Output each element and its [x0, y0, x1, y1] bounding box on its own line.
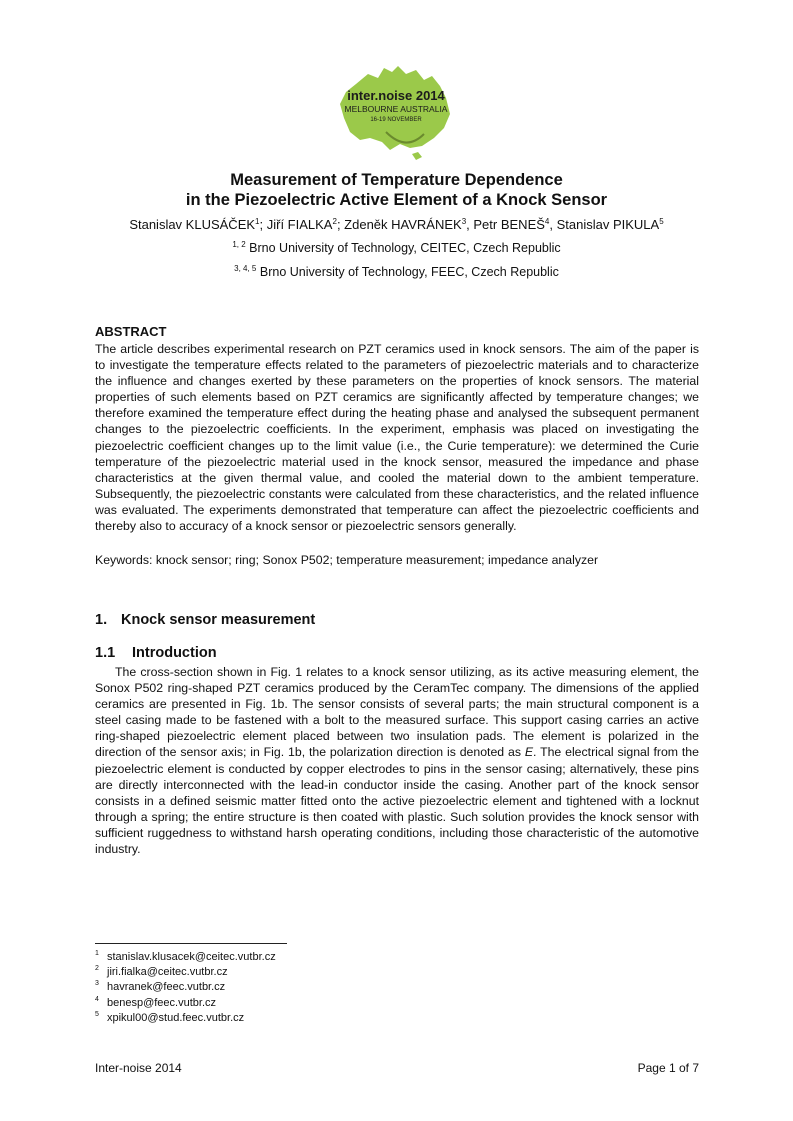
affiliation — [0, 264, 793, 280]
abstract-heading: ABSTRACT — [95, 324, 167, 339]
subsection-title: Introduction — [132, 645, 217, 661]
footnote-email-link[interactable]: benesp@feec.vutbr.cz — [107, 996, 217, 1009]
intro-text-part1: The cross-section shown in Fig. 1 relates to a knock sensor utilizing, as its active measuring element, the Sonox P502 ring-shaped PZT ceramics produced by the CeramTec company. The dimensions of the applied ceramics are presented in Fig. 1b. The sensor consists of several parts; the main structural component is a steel casing made to be fastened with a bolt to the measured surface. This support casing carries an active ring-shaped piezoelectric element placed between two insulation pads. The element is polarized in the direction of the sensor axis; in Fig. 1b, the polarization direction is denoted as — [95, 665, 699, 760]
author-mark: 3 — [461, 217, 467, 226]
australia-map-icon — [326, 62, 466, 162]
footnote-email-link[interactable]: stanislav.klusacek@ceitec.vutbr.cz — [107, 951, 276, 963]
subsection-heading — [95, 645, 217, 661]
author-mark: 1 — [255, 217, 260, 226]
author-name: Jiří FIALKA — [266, 217, 333, 232]
section-title: Knock sensor measurement — [121, 612, 316, 628]
affiliation-marks: 3, 4, 5 — [234, 264, 257, 273]
footnote: $^5$ xpikul00@stud.feec.vutbr.cz — [95, 1010, 245, 1024]
logo-location: MELBOURNE AUSTRALIA — [344, 104, 448, 114]
intro-text-part2: . The electrical signal from the piezoelectric element is conducted by copper electrodes to pins in the sensor casing; alternatively, these pins are directly interconnected with the lead-in conductor inside the casing. Another part of the knock sensor consists in a defined seismic matter fitted onto the active piezoelectric element and tightened with a locknut through a spring; the entire structure is then coated with plastic. Such solution provides the knock sensor with sufficient ruggedness to withstand harsh operating conditions, including those characteristic of the automotive industry. — [95, 745, 699, 857]
subsection-number: 1.1 — [95, 645, 116, 661]
author-mark: 4 — [544, 217, 550, 226]
footnote-email-link[interactable]: jiri.fialka@ceitec.vutbr.cz — [107, 966, 228, 979]
paper-title-line2: in the Piezoelectric Active Element of a Knock Sensor — [185, 191, 608, 209]
footnote-divider — [95, 943, 287, 944]
footnote-email-link[interactable]: xpikul00@stud.feec.vutbr.cz — [107, 1011, 245, 1024]
author-mark: 5 — [659, 217, 664, 226]
affiliation-marks: 1, 2 — [232, 240, 246, 249]
affiliation-text: Brno University of Technology, FEEC, Czech Republic — [259, 265, 559, 279]
logo-dates: 16-19 NOVEMBER — [370, 117, 422, 123]
footnote-email-link[interactable]: havranek@feec.vutbr.cz — [107, 981, 226, 994]
author-name: Zdeněk HAVRÁNEK — [344, 217, 462, 232]
footnote: $^1$ stanislav.klusacek@ceitec.vutbr.cz — [95, 950, 276, 963]
footnote: $^4$ benesp@feec.vutbr.cz — [95, 995, 217, 1009]
author-mark: 2 — [332, 217, 337, 226]
keywords: Keywords: knock sensor; ring; Sonox P502; temperature measurement; impedance analyzer — [95, 553, 599, 567]
footnotes — [95, 950, 276, 1026]
polarization-symbol: E — [524, 745, 534, 760]
section-heading — [95, 612, 315, 628]
footer-page-number: Page 1 of 7 — [637, 1061, 699, 1075]
abstract-text: The article describes experimental research on PZT ceramics used in knock sensors. The aim of the paper is to investigate the temperature effects related to the parameters of piezoelectric materials and to characterize the influence and changes exerted by these parameters on the properties of knock sensors. The material properties of such elements based on PZT ceramics are significantly affected by temperature changes; we therefore examined the temperature effect during the heating phase and analysed the subsequent permanent changes to the piezoelectric coefficients. In the experiment, emphasis was placed on investigating the piezoelectric coefficient changes up to the limit value (i.e., the Curie temperature): we determined the Curie temperature of the piezoelectric material used in the knock sensor, measured the impedance and phase characteristics at the given thermal value, and cooled the material down to the ambient temperature. Subsequently, the piezoelectric constants were calculated from these characteristics, and the related influence was evaluated. The experiments demonstrated that temperature can affect the piezoelectric coefficients and thereby also to accuracy of a knock sensor or piezoelectric sensors generally. — [95, 342, 699, 534]
affiliation-text: Brno University of Technology, CEITEC, Czech Republic — [249, 241, 561, 255]
footnote: $^3$ havranek@feec.vutbr.cz — [95, 980, 226, 994]
author-name: Stanislav PIKULA — [556, 217, 660, 232]
author-list: Stanislav KLUSÁČEK$^1$; Jiří FIALKA$^2$; Zdeněk HAVRÁNEK$^3$, Petr BENEŠ$^4$, Stanislav PIKULA$^5$ — [129, 217, 664, 232]
paper-title-line1: Measurement of Temperature Dependence — [230, 171, 563, 189]
author-name: Stanislav KLUSÁČEK — [129, 217, 256, 232]
logo-title: inter.noise 2014 — [347, 88, 445, 103]
footer-conference: Inter-noise 2014 — [95, 1061, 182, 1075]
footnote: $^2$ jiri.fialka@ceitec.vutbr.cz — [95, 965, 228, 979]
author-name: Petr BENEŠ — [473, 217, 545, 232]
affiliation — [0, 240, 793, 256]
section-number: 1. — [95, 612, 108, 628]
introduction-paragraph — [95, 664, 699, 857]
conference-logo — [326, 62, 466, 162]
